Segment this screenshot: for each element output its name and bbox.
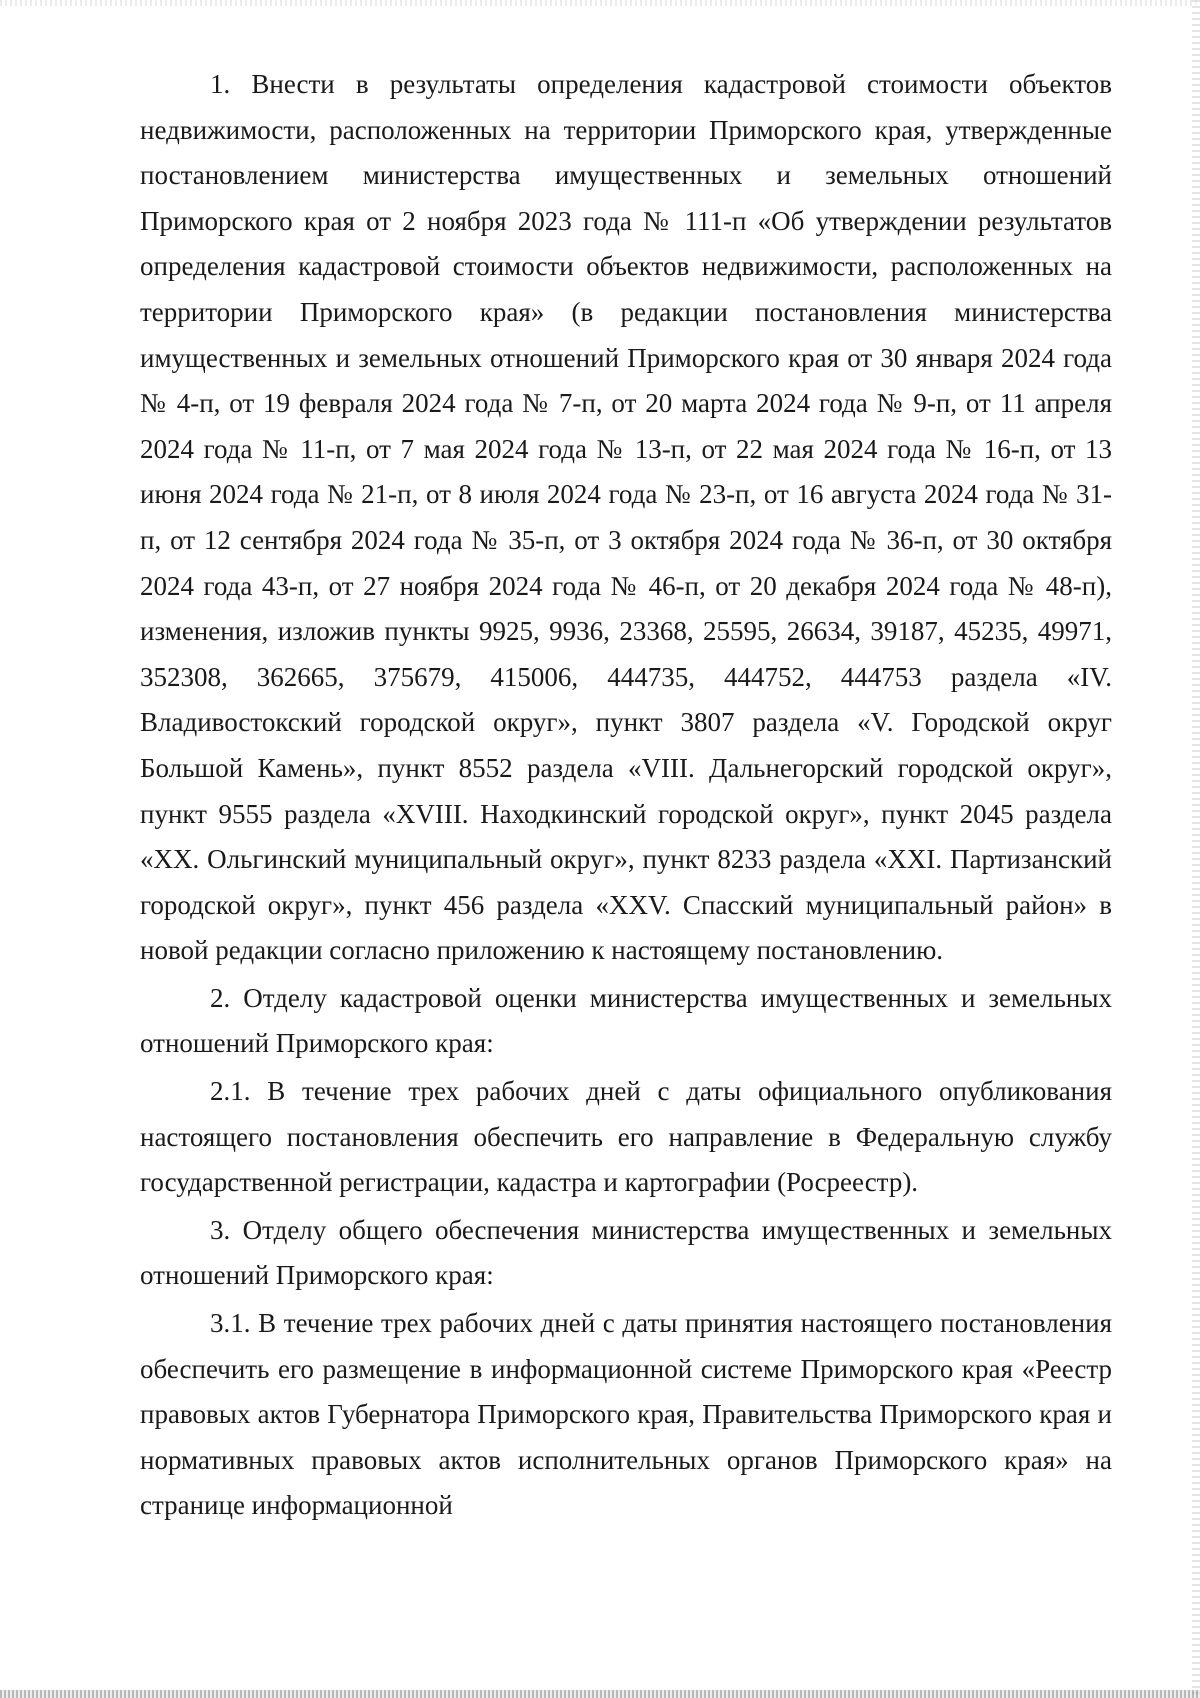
scan-edge-top: [0, 0, 1200, 6]
scan-edge-bottom: [0, 1690, 1200, 1698]
document-body: [140, 62, 1112, 1529]
scan-edge-right: [1192, 0, 1200, 1698]
paragraph-3: 3. Отделу общего обеспечения министерства имущественных и земельных отношений Приморского края:: [140, 1214, 1112, 1291]
paragraph-1: 1. Внести в результаты определения кадастровой стоимости объектов недвижимости, расположенных на территории Приморского края, утвержденные постановлением министерства имущественных и земельных отношений Приморского края от 2 ноября 2023 года № 111-п «Об утверждении результатов определения кадастровой стоимости объектов недвижимости, расположенных на территории Приморского края» (в редакции постановления министерства имущественных и земельных отношений Приморского края от 30 января 2024 года № 4-п, от 19 февраля 2024 года № 7-п, от 20 марта 2024 года № 9-п, от 11 апреля 2024 года № 11-п, от 7 мая 2024 года № 13-п, от 22 мая 2024 года № 16-п, от 13 июня 2024 года № 21-п, от 8 июля 2024 года № 23-п, от 16 августа 2024 года № 31-п, от 12 сентября 2024 года № 35-п, от 3 октября 2024 года № 36-п, от 30 октября 2024 года 43-п, от 27 ноября 2024 года № 46-п, от 20 декабря 2024 года № 48-п), изменения, изложив пункты 9925, 9936, 23368, 25595, 26634, 39187, 45235, 49971, 352308, 362665, 375679, 415006, 444735, 444752, 444753 раздела «IV. Владивостокский городской округ», пункт 3807 раздела «V. Городской округ Большой Камень», пункт 8552 раздела «VIII. Дальнегорский городской округ», пункт 9555 раздела «XVIII. Находкинский городской округ», пункт 2045 раздела «XX. Ольгинский муниципальный округ», пункт 8233 раздела «XXI. Партизанский городской округ», пункт 456 раздела «XXV. Спасский муниципальный район» в новой редакции согласно приложению к настоящему постановлению.: [140, 69, 1112, 966]
paragraph-2: 2. Отделу кадастровой оценки министерства имущественных и земельных отношений Приморского края:: [140, 982, 1112, 1059]
paragraph-2-1: 2.1. В течение трех рабочих дней с даты официального опубликования настоящего постановления обеспечить его направление в Федеральную службу государственной регистрации, кадастра и картографии (Росреестр).: [140, 1076, 1112, 1198]
paragraph-3-1: 3.1. В течение трех рабочих дней с даты принятия настоящего постановления обеспечить его размещение в информационной системе Приморского края «Реестр правовых актов Губернатора Приморского края, Правительства Приморского края и нормативных правовых актов исполнительных органов Приморского края» на странице информационной: [140, 1308, 1112, 1521]
